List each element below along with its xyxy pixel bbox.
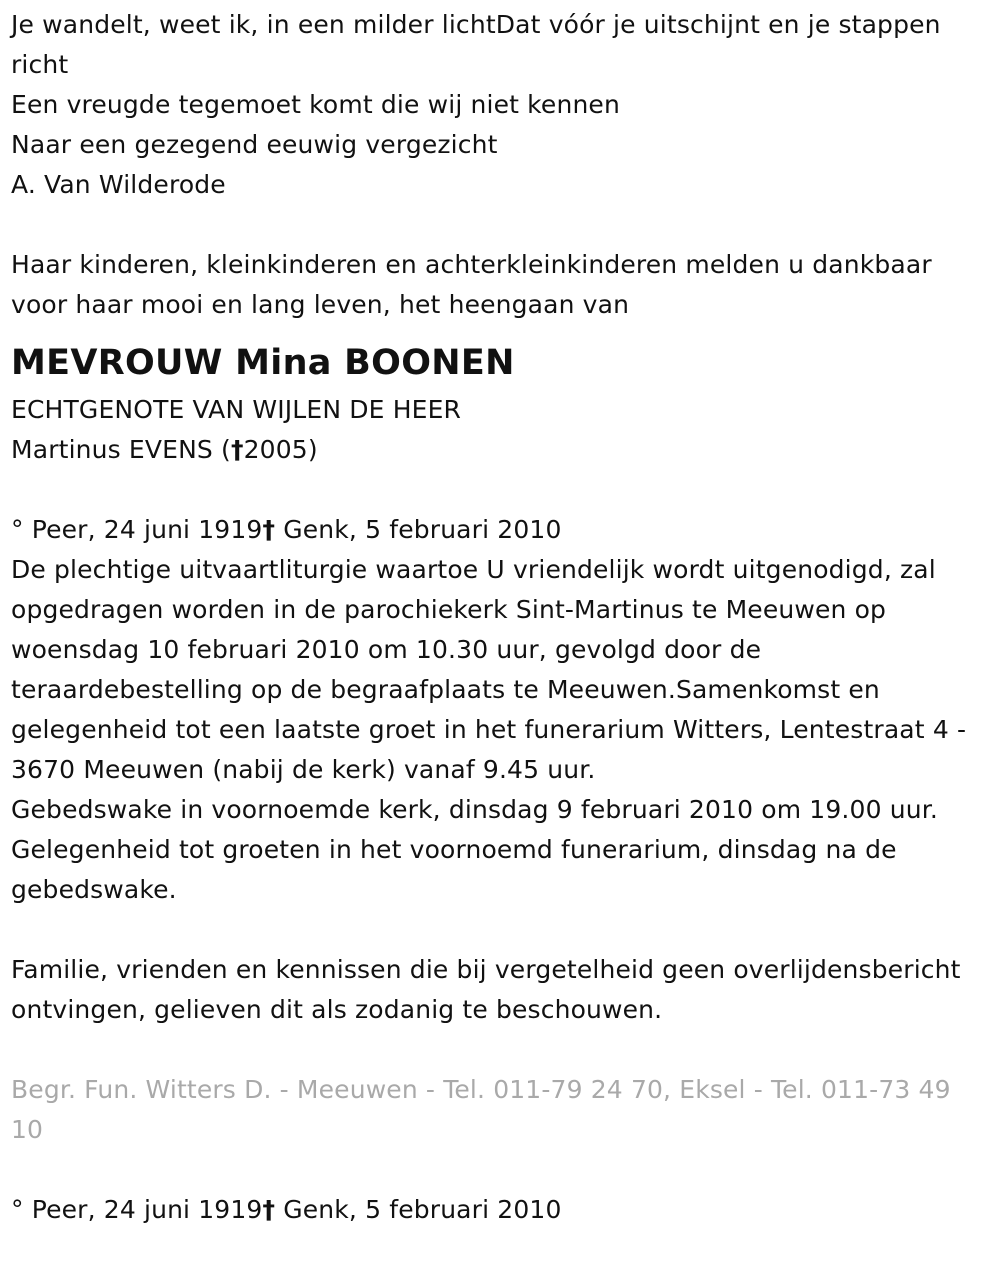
cross-icon: † (230, 435, 244, 464)
birth-info: ° Peer, 24 juni 1919 (11, 515, 263, 544)
funeral-liturgy: De plechtige uitvaartliturgie waartoe U vriendelijk wordt uitgenodigd, zal opgedragen worden in de parochiekerk Sint-Martinus te Meeuwen op woensdag 10 februari 2010 om 10.30 uur, gevolgd door de teraardebestelling op de begraafplaats te Meeuwen.Samenkomst en gelegenheid tot een laatste groet in het funerarium Witters, Lentestraat 4 - 3670 Meeuwen (nabij de kerk) vanaf 9.45 uur. (11, 555, 967, 784)
spacer (11, 1150, 988, 1190)
announcement-text: Haar kinderen, kleinkinderen en achterkleinkinderen melden u dankbaar voor haar mooi en lang leven, het heengaan van (11, 250, 932, 319)
poem-line: Naar een gezegend eeuwig vergezicht (11, 130, 498, 159)
spacer (11, 910, 988, 950)
notice-text: Familie, vrienden en kennissen die bij vergetelheid geen overlijdensbericht ontvingen, gelieven dit als zodanig te beschouwen. (11, 955, 961, 1024)
cross-icon: † (262, 515, 276, 544)
spouse-line (11, 430, 988, 470)
footer-life-dates (11, 1190, 988, 1230)
poem-line: Je wandelt, weet ik, in een milder lichtDat vóór je uitschijnt en je stappen richt (11, 10, 941, 79)
spacer (11, 470, 988, 510)
poem-author: A. Van Wilderode (11, 170, 226, 199)
undertaker-info: Begr. Fun. Witters D. - Meeuwen - Tel. 011-79 24 70, Eksel - Tel. 011-73 49 10 (11, 1075, 951, 1144)
spouse-name: Martinus EVENS ( (11, 435, 231, 464)
spouse-block (11, 390, 988, 470)
poem-line: Een vreugde tegemoet komt die wij niet kennen (11, 90, 620, 119)
spacer (11, 205, 988, 245)
poem (11, 5, 988, 205)
deceased-name: MEVROUW Mina BOONEN (11, 343, 515, 383)
death-info: Genk, 5 februari 2010 (275, 1195, 562, 1224)
death-info: Genk, 5 februari 2010 (275, 515, 562, 544)
spacer (11, 1030, 988, 1070)
relation-text: ECHTGENOTE VAN WIJLEN DE HEER (11, 395, 462, 424)
cross-icon: † (262, 1195, 276, 1224)
life-dates (11, 510, 988, 550)
birth-info: ° Peer, 24 juni 1919 (11, 1195, 263, 1224)
funeral-viewing: Gelegenheid tot groeten in het voornoemd funerarium, dinsdag na de gebedswake. (11, 835, 897, 904)
spouse-year: 2005) (243, 435, 318, 464)
funeral-wake: Gebedswake in voornoemde kerk, dinsdag 9 februari 2010 om 19.00 uur. (11, 795, 938, 824)
